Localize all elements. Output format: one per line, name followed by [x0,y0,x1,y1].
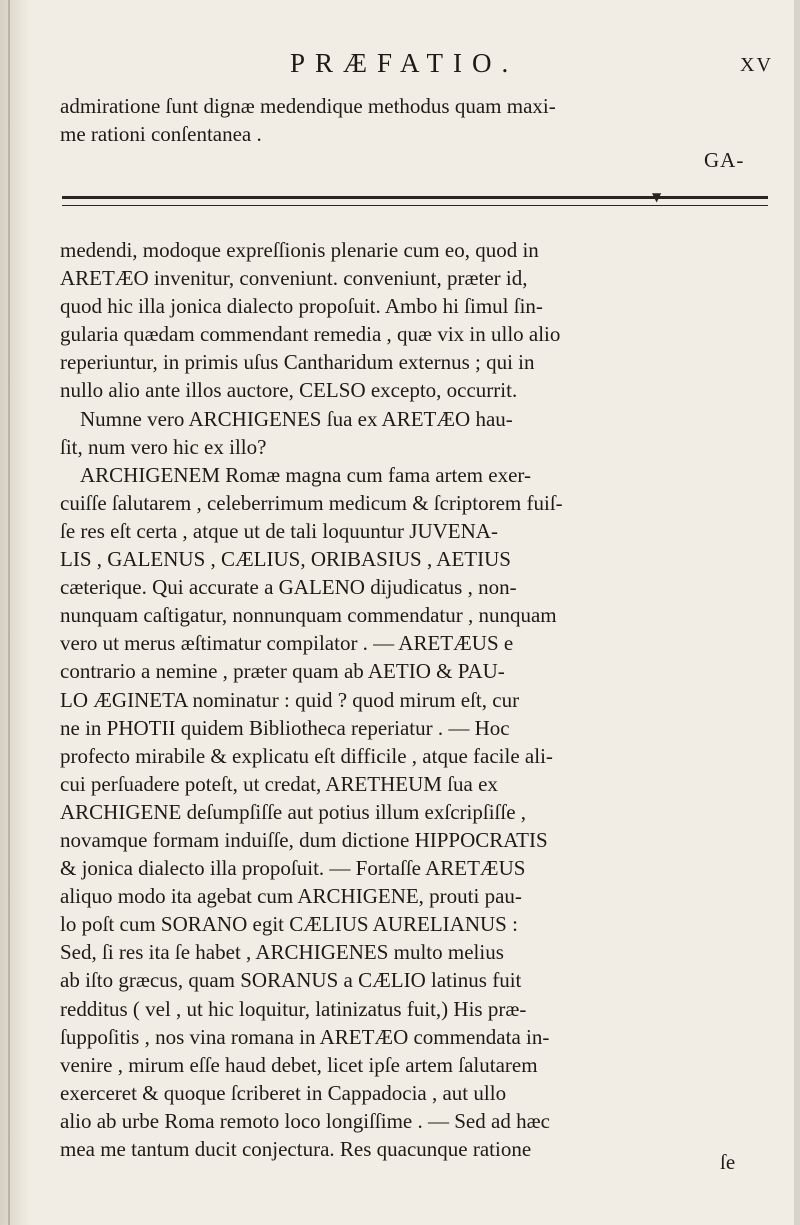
text-line: me rationi conſentanea . [60,122,262,147]
text-line: novamque formam induiſſe, dum dictione HIPPOCRATIS [60,827,548,852]
text-line: LIS , GALENUS , CÆLIUS, ORIBASIUS , AETIUS [60,547,511,572]
text-line: Sed, ſi res ita ſe habet , ARCHIGENES multo melius [60,940,504,965]
text-line: nullo alio ante illos auctore, CELSO excepto, occurrit. [60,378,518,403]
page-header [0,48,800,88]
text-line: venire , mirum eſſe haud debet, licet ipſe artem ſalutarem [60,1052,538,1077]
text-line: admiratione ſunt dignæ medendique methodus quam maxi- [60,94,556,118]
running-title: PRÆFATIO. [290,48,519,78]
divider-ornament-icon: ▼ [652,190,662,204]
main-paragraph [60,236,772,1163]
text-line: exerceret & quoque ſcriberet in Cappadocia , aut ullo [60,1080,507,1105]
text-line: aliquo modo ita agebat cum ARCHIGENE, prouti pau- [60,884,522,909]
catchword-bottom: ſe [720,1150,736,1174]
text-line: mea me tantum ducit conjectura. Res quacunque ratione [60,1137,532,1161]
text-line: cui perſuadere poteſt, ut credat, ARETHEUM ſua ex [60,771,498,796]
text-line: cuiſſe ſalutarem , celeberrimum medicum & ſcriptorem fuiſ- [60,490,563,515]
top-paragraph [60,92,770,148]
page-gutter-shadow [0,0,30,1225]
text-line: nunquam caſtigatur, nonnunquam commendatur , nunquam [60,603,557,628]
text-line: reperiuntur, in primis uſus Cantharidum externus ; qui in [60,350,535,375]
text-line: ſuppoſitis , nos vina romana in ARETÆO commendata in- [60,1024,550,1049]
text-line: medendi, modoque expreſſionis plenarie cum eo, quod in [60,238,539,262]
text-line: ab iſto græcus, quam SORANUS a CÆLIO latinus fuit [60,968,522,993]
text-line: LO ÆGINETA nominatur : quid ? quod mirum eſt, cur [60,687,520,712]
page-gutter-line [8,0,10,1225]
page-right-edge [794,0,800,1225]
text-line: ne in PHOTII quidem Bibliotheca reperiatur . — Hoc [60,715,510,740]
text-line: alio ab urbe Roma remoto loco longiſſime . — Sed ad hæc [60,1108,550,1133]
text-line: Numne vero ARCHIGENES ſua ex ARETÆO hau- [80,406,513,431]
text-line: ſe res eſt certa , atque ut de tali loquuntur JUVENA- [60,518,498,543]
text-line: redditus ( vel , ut hic loquitur, latinizatus fuit,) His præ- [60,996,527,1021]
text-line: vero ut merus æſtimatur compilator . — ARETÆUS e [60,631,514,656]
text-line: cæterique. Qui accurate a GALENO dijudicatus , non- [60,575,517,600]
text-line: profecto mirabile & explicatu eſt difficile , atque facile ali- [60,743,553,768]
text-line: ſit, num vero hic ex illo? [60,434,267,459]
section-divider-rule [62,196,768,206]
text-line: ARCHIGENEM Romæ magna cum fama artem exer- [80,462,531,487]
catchword-top: GA- [704,148,745,172]
text-line: gularia quædam commendant remedia , quæ vix in ullo alio [60,322,561,347]
text-line: lo poſt cum SORANO egit CÆLIUS AURELIANUS : [60,912,518,937]
text-line: ARETÆO invenitur, conveniunt. conveniunt, præter id, [60,266,528,291]
text-line: quod hic illa jonica dialecto propoſuit. Ambo hi ſimul ſin- [60,294,543,319]
page-number: XV [740,54,773,76]
text-line: & jonica dialecto illa propoſuit. — Fortaſſe ARETÆUS [60,856,526,881]
text-line: ARCHIGENE deſumpſiſſe aut potius illum exſcripſiſſe , [60,799,527,824]
text-line: contrario a nemine , præter quam ab AETIO & PAU- [60,659,505,684]
